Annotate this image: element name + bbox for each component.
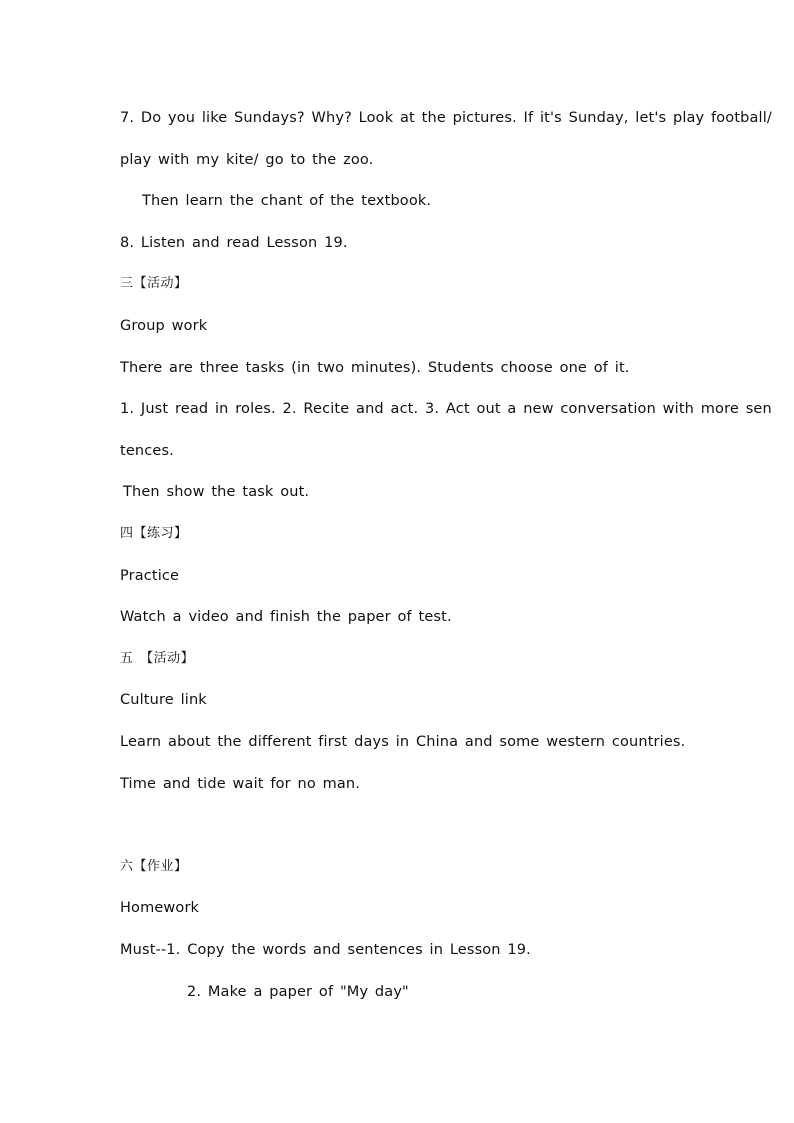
step-8-line: 8. Listen and read Lesson 19. (120, 235, 348, 251)
tasks-list-line: 1. Just read in roles. 2. Recite and act. 3. Act out a new conversation with more sen (120, 401, 772, 417)
practice-label: Practice (120, 568, 180, 584)
culture-link-label: Culture link (120, 692, 207, 708)
section-5-heading: 五 【活动】 (120, 651, 195, 666)
tasks-intro-line: There are three tasks (in two minutes). Students choose one of it. (120, 360, 630, 376)
section-4-heading: 四【练习】 (120, 526, 188, 541)
step-7-question-line: 7. Do you like Sundays? Why? Look at the pictures. If it's Sunday, let's play football/ (120, 110, 772, 126)
group-work-label: Group work (120, 318, 208, 334)
step-7-question-continuation: play with my kite/ go to the zoo. (120, 152, 374, 168)
step-7-chant-instruction: Then learn the chant of the textbook. (142, 193, 432, 209)
proverb-line: Time and tide wait for no man. (120, 776, 361, 792)
first-days-line: Learn about the different first days in China and some western countries. (120, 734, 686, 750)
homework-item-2: 2. Make a paper of "My day" (187, 984, 409, 1000)
show-task-line: Then show the task out. (123, 484, 310, 500)
tasks-list-continuation: tences. (120, 443, 174, 459)
section-6-heading: 六【作业】 (120, 859, 188, 874)
homework-item-1: Must--1. Copy the words and sentences in Lesson 19. (120, 942, 531, 958)
homework-label: Homework (120, 900, 200, 916)
watch-video-line: Watch a video and finish the paper of test. (120, 609, 452, 625)
section-3-heading: 三【活动】 (120, 276, 188, 291)
